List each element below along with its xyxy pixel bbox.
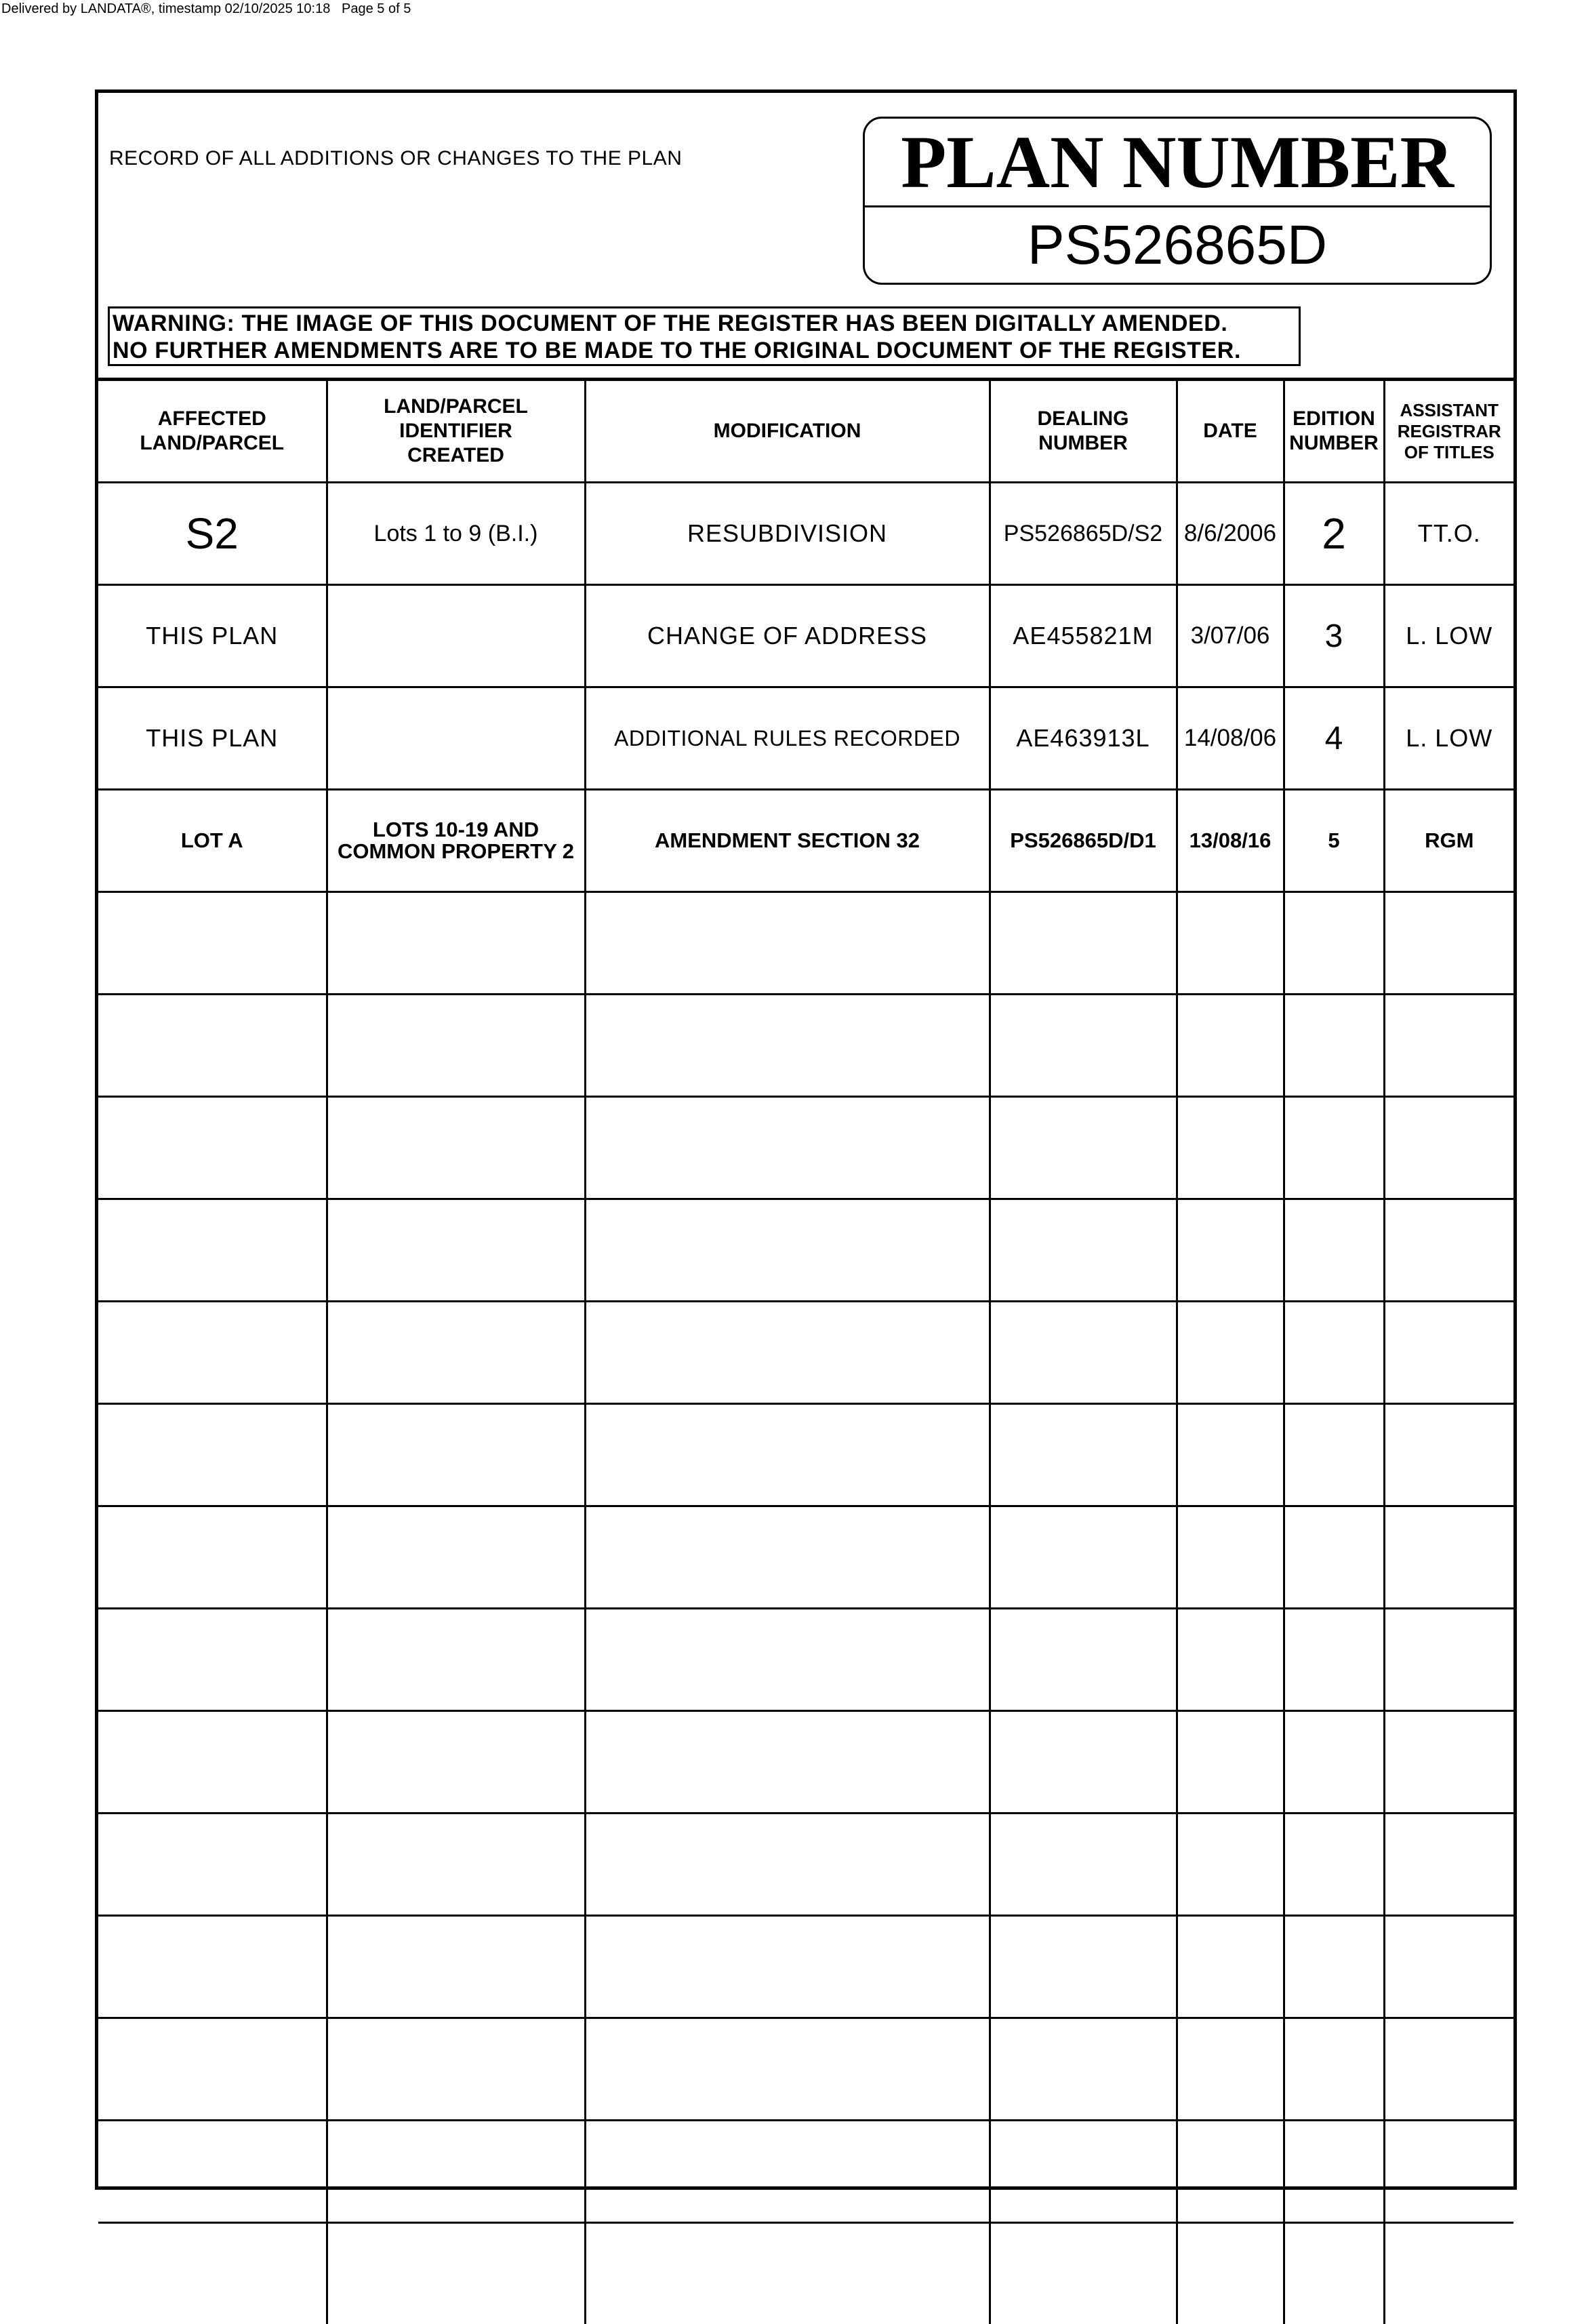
empty-cell bbox=[1284, 995, 1384, 1097]
empty-cell bbox=[1177, 1814, 1284, 1916]
cell-identifier bbox=[327, 585, 585, 687]
empty-cell bbox=[585, 2121, 990, 2223]
empty-cell bbox=[1284, 1404, 1384, 1506]
empty-cell bbox=[990, 2018, 1177, 2121]
empty-cell bbox=[1177, 2018, 1284, 2121]
cell-registrar: L. LOW bbox=[1384, 687, 1513, 790]
empty-cell bbox=[1284, 2223, 1384, 2324]
empty-row bbox=[98, 1506, 1513, 1609]
empty-cell bbox=[1177, 1404, 1284, 1506]
empty-cell bbox=[990, 1814, 1177, 1916]
empty-cell bbox=[585, 1302, 990, 1404]
plan-number-label: PLAN NUMBER bbox=[865, 119, 1490, 205]
empty-cell bbox=[98, 1916, 327, 2018]
plan-number-value: PS526865D bbox=[865, 207, 1490, 283]
cell-identifier: Lots 1 to 9 (B.I.) bbox=[327, 483, 585, 585]
empty-cell bbox=[585, 1609, 990, 1711]
empty-row bbox=[98, 2223, 1513, 2324]
warning-notice bbox=[108, 306, 1301, 366]
empty-cell bbox=[585, 1814, 990, 1916]
empty-cell bbox=[1177, 2223, 1284, 2324]
empty-row bbox=[98, 1916, 1513, 2018]
empty-cell bbox=[1384, 1916, 1513, 2018]
cell-modification: CHANGE OF ADDRESS bbox=[585, 585, 990, 687]
empty-cell bbox=[1384, 1404, 1513, 1506]
empty-cell bbox=[98, 1609, 327, 1711]
empty-cell bbox=[1384, 2121, 1513, 2223]
empty-cell bbox=[327, 1814, 585, 1916]
empty-cell bbox=[1177, 1506, 1284, 1609]
delivery-stamp: Delivered by LANDATA®, timestamp 02/10/2025 10:18 Page 5 of 5 bbox=[1, 0, 411, 18]
empty-cell bbox=[327, 1711, 585, 1814]
table-row bbox=[98, 585, 1513, 687]
cell-registrar: TT.O. bbox=[1384, 483, 1513, 585]
empty-cell bbox=[990, 1609, 1177, 1711]
plan-record-sheet bbox=[95, 89, 1517, 2190]
empty-row bbox=[98, 1404, 1513, 1506]
empty-cell bbox=[1177, 1916, 1284, 2018]
empty-cell bbox=[327, 1199, 585, 1302]
empty-cell bbox=[1177, 2121, 1284, 2223]
empty-cell bbox=[1284, 1302, 1384, 1404]
empty-cell bbox=[1384, 1097, 1513, 1199]
header-date: DATE bbox=[1177, 380, 1284, 483]
empty-cell bbox=[1384, 2223, 1513, 2324]
empty-row bbox=[98, 1097, 1513, 1199]
empty-cell bbox=[1177, 1199, 1284, 1302]
cell-edition: 2 bbox=[1284, 483, 1384, 585]
cell-edition: 4 bbox=[1284, 687, 1384, 790]
cell-edition: 5 bbox=[1284, 790, 1384, 892]
table-row bbox=[98, 790, 1513, 892]
empty-cell bbox=[990, 995, 1177, 1097]
cell-dealing: PS526865D/S2 bbox=[990, 483, 1177, 585]
empty-cell bbox=[1284, 1506, 1384, 1609]
empty-row bbox=[98, 2018, 1513, 2121]
empty-cell bbox=[327, 1404, 585, 1506]
empty-cell bbox=[1284, 1814, 1384, 1916]
empty-cell bbox=[990, 1404, 1177, 1506]
header-modification: MODIFICATION bbox=[585, 380, 990, 483]
cell-identifier bbox=[327, 687, 585, 790]
header-assistant-registrar: ASSISTANT REGISTRAR OF TITLES bbox=[1384, 380, 1513, 483]
empty-cell bbox=[1384, 995, 1513, 1097]
empty-row bbox=[98, 892, 1513, 995]
empty-cell bbox=[1384, 1814, 1513, 1916]
empty-cell bbox=[98, 1814, 327, 1916]
empty-cell bbox=[1177, 1097, 1284, 1199]
changes-table bbox=[98, 378, 1513, 2324]
empty-row bbox=[98, 2121, 1513, 2223]
empty-cell bbox=[990, 1302, 1177, 1404]
empty-cell bbox=[1384, 1199, 1513, 1302]
empty-cell bbox=[98, 1097, 327, 1199]
empty-row bbox=[98, 1609, 1513, 1711]
empty-cell bbox=[1384, 1711, 1513, 1814]
cell-date: 3/07/06 bbox=[1177, 585, 1284, 687]
empty-cell bbox=[327, 2223, 585, 2324]
empty-cell bbox=[585, 1506, 990, 1609]
empty-cell bbox=[1284, 1097, 1384, 1199]
cell-affected: THIS PLAN bbox=[98, 687, 327, 790]
empty-cell bbox=[327, 892, 585, 995]
cell-dealing: AE463913L bbox=[990, 687, 1177, 790]
empty-cell bbox=[1177, 995, 1284, 1097]
empty-cell bbox=[585, 2223, 990, 2324]
empty-cell bbox=[98, 892, 327, 995]
cell-date: 8/6/2006 bbox=[1177, 483, 1284, 585]
empty-cell bbox=[990, 2121, 1177, 2223]
empty-cell bbox=[1177, 1302, 1284, 1404]
cell-dealing: PS526865D/D1 bbox=[990, 790, 1177, 892]
empty-cell bbox=[98, 1506, 327, 1609]
empty-row bbox=[98, 995, 1513, 1097]
empty-cell bbox=[98, 995, 327, 1097]
empty-row bbox=[98, 1199, 1513, 1302]
cell-modification: AMENDMENT SECTION 32 bbox=[585, 790, 990, 892]
empty-cell bbox=[1384, 1506, 1513, 1609]
empty-cell bbox=[327, 2121, 585, 2223]
empty-cell bbox=[1284, 2018, 1384, 2121]
cell-registrar: L. LOW bbox=[1384, 585, 1513, 687]
cell-affected: LOT A bbox=[98, 790, 327, 892]
cell-modification: RESUBDIVISION bbox=[585, 483, 990, 585]
empty-cell bbox=[585, 995, 990, 1097]
empty-cell bbox=[1284, 1711, 1384, 1814]
empty-cell bbox=[98, 2121, 327, 2223]
empty-cell bbox=[990, 1506, 1177, 1609]
empty-cell bbox=[327, 1506, 585, 1609]
empty-cell bbox=[98, 1404, 327, 1506]
cell-modification: ADDITIONAL RULES RECORDED bbox=[585, 687, 990, 790]
empty-cell bbox=[98, 2223, 327, 2324]
cell-date: 14/08/06 bbox=[1177, 687, 1284, 790]
empty-cell bbox=[585, 1404, 990, 1506]
header-identifier-created: LAND/PARCEL IDENTIFIER CREATED bbox=[327, 380, 585, 483]
empty-row bbox=[98, 1302, 1513, 1404]
warning-line-1: WARNING: THE IMAGE OF THIS DOCUMENT OF THE REGISTER HAS BEEN DIGITALLY AMENDED. bbox=[113, 310, 1296, 337]
empty-cell bbox=[585, 1097, 990, 1199]
header-row bbox=[98, 380, 1513, 483]
empty-cell bbox=[990, 1711, 1177, 1814]
empty-cell bbox=[98, 1711, 327, 1814]
empty-cell bbox=[1384, 892, 1513, 995]
cell-affected: S2 bbox=[98, 483, 327, 585]
empty-row bbox=[98, 1711, 1513, 1814]
table-row bbox=[98, 483, 1513, 585]
empty-cell bbox=[1384, 1302, 1513, 1404]
header-dealing-number: DEALING NUMBER bbox=[990, 380, 1177, 483]
empty-cell bbox=[98, 2018, 327, 2121]
empty-cell bbox=[98, 1302, 327, 1404]
empty-cell bbox=[327, 1916, 585, 2018]
empty-cell bbox=[990, 1199, 1177, 1302]
cell-date: 13/08/16 bbox=[1177, 790, 1284, 892]
cell-identifier: LOTS 10-19 AND COMMON PROPERTY 2 bbox=[327, 790, 585, 892]
plan-number-box bbox=[863, 117, 1492, 285]
empty-cell bbox=[327, 1609, 585, 1711]
empty-row bbox=[98, 1814, 1513, 1916]
empty-cell bbox=[1384, 1609, 1513, 1711]
cell-affected: THIS PLAN bbox=[98, 585, 327, 687]
empty-cell bbox=[585, 1199, 990, 1302]
empty-cell bbox=[585, 1711, 990, 1814]
empty-cell bbox=[990, 892, 1177, 995]
cell-registrar: RGM bbox=[1384, 790, 1513, 892]
empty-cell bbox=[990, 1916, 1177, 2018]
empty-cell bbox=[1177, 1711, 1284, 1814]
empty-cell bbox=[1284, 892, 1384, 995]
table-row bbox=[98, 687, 1513, 790]
header-affected-land-parcel: AFFECTED LAND/PARCEL bbox=[98, 380, 327, 483]
empty-cell bbox=[1284, 2121, 1384, 2223]
empty-cell bbox=[98, 1199, 327, 1302]
empty-cell bbox=[327, 995, 585, 1097]
cell-dealing: AE455821M bbox=[990, 585, 1177, 687]
empty-cell bbox=[327, 2018, 585, 2121]
empty-cell bbox=[1284, 1609, 1384, 1711]
header-edition-number: EDITION NUMBER bbox=[1284, 380, 1384, 483]
warning-line-2: NO FURTHER AMENDMENTS ARE TO BE MADE TO THE ORIGINAL DOCUMENT OF THE REGISTER. bbox=[113, 337, 1296, 364]
record-title: RECORD OF ALL ADDITIONS OR CHANGES TO THE PLAN bbox=[109, 147, 682, 170]
cell-edition: 3 bbox=[1284, 585, 1384, 687]
empty-cell bbox=[327, 1302, 585, 1404]
empty-cell bbox=[1284, 1916, 1384, 2018]
empty-cell bbox=[585, 892, 990, 995]
empty-cell bbox=[585, 2018, 990, 2121]
empty-cell bbox=[1284, 1199, 1384, 1302]
empty-cell bbox=[990, 1097, 1177, 1199]
empty-cell bbox=[990, 2223, 1177, 2324]
empty-cell bbox=[1384, 2018, 1513, 2121]
empty-cell bbox=[327, 1097, 585, 1199]
empty-cell bbox=[1177, 1609, 1284, 1711]
empty-cell bbox=[1177, 892, 1284, 995]
empty-cell bbox=[585, 1916, 990, 2018]
